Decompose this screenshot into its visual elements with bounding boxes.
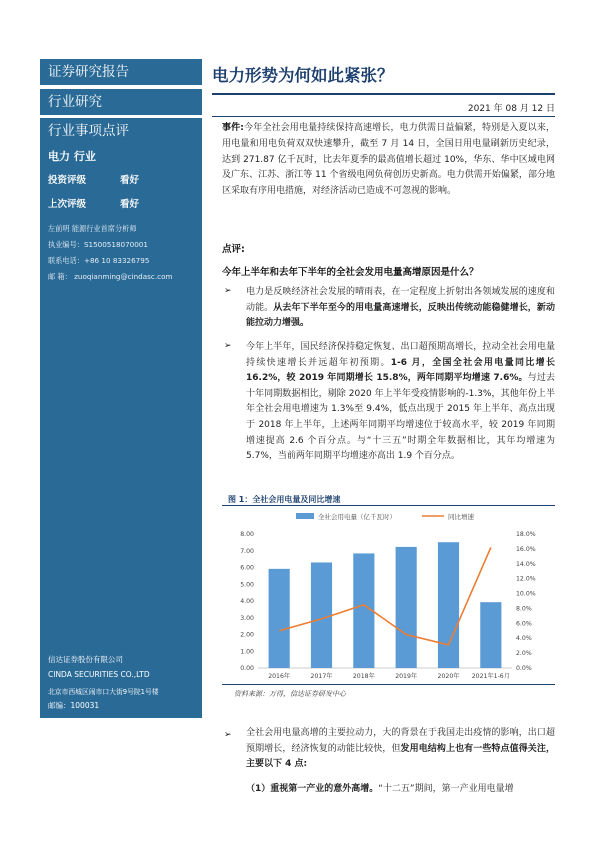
company-name-cn: 信达证券股份有限公司 <box>48 655 123 664</box>
y-left-tick-label: 1.00 <box>240 648 254 656</box>
subcategory-label: 行业事项点评 <box>40 118 202 144</box>
bar <box>311 562 332 668</box>
y-left-tick-label: 7.00 <box>240 547 254 555</box>
y-right-tick-label: 2.0% <box>516 650 532 658</box>
y-right-tick-label: 18.0% <box>516 531 536 538</box>
y-right-tick-label: 8.0% <box>516 605 532 613</box>
x-tick-label: 2017年 <box>310 673 333 680</box>
bullet-paragraph-1 <box>246 285 555 332</box>
analyst-panel <box>40 214 202 718</box>
analyst-phone: 联系电话：+86 10 83326795 <box>48 256 150 265</box>
y-left-tick-label: 6.00 <box>240 564 254 572</box>
bullet-arrow-icon: ➢ <box>224 286 232 296</box>
date-divider <box>212 116 555 117</box>
x-tick-label: 2020年 <box>437 673 460 680</box>
prev-rating-row <box>48 196 140 210</box>
bullet2-text-a: 今年上半年，国民经济保持稳定恢复、出口超预期高增长，拉动全社会用电量持续快速增长并远超年初预期。 <box>246 342 555 368</box>
bar <box>396 547 417 668</box>
company-name-en: CINDA SECURITIES CO.,LTD <box>48 670 150 679</box>
rating-panel <box>40 144 202 214</box>
rating-label: 投资评级 <box>48 175 87 186</box>
prev-rating-value: 看好 <box>120 199 140 210</box>
bullet2-text-c: 与过去十年同期数据相比，剔除 2020 年上半年受疫情影响的-1.3%，其他年份上半年全社会用电增速为 1.3%至 9.4%，低点出现于 2015 年上半年、高点出现于 2018 年上半年，上述两年同期平均增速位于较高水平，较 2019 年同期增速提高 2.6 个百分点。与“十三五”时期全年数据相比，其年均增速为 5.7%，当前两年同期平均增速亦高出 1.9 个百分点。 <box>246 373 555 462</box>
legend-label-line: 同比增速 <box>448 513 474 521</box>
analyst-license: 执业编号：S1500518070001 <box>48 240 148 249</box>
x-tick-label: 2021年1-6月 <box>471 673 510 680</box>
x-tick-label: 2019年 <box>395 673 418 680</box>
bullet1-text: 电力是反映经济社会发展的晴雨表，在一定程度上折射出各领域发展的速度和动能。 <box>246 287 555 313</box>
y-left-tick-label: 0.00 <box>240 665 254 672</box>
bullet-arrow-icon: ➢ <box>224 730 232 740</box>
event-paragraph <box>222 121 555 200</box>
bullet2-bold: 1-6 月，全国全社会用电量同比增长 16.2%，较 2019 年同期增长 15.8%，两年同期平均增速 7.6%。 <box>246 357 555 384</box>
y-right-tick-label: 16.0% <box>516 545 536 553</box>
event-label: 事件: <box>222 123 244 133</box>
electricity-chart <box>222 508 555 683</box>
report-date: 2021 年 08 月 12 日 <box>467 104 555 114</box>
bullet3-bold: 发用电结构上也有一些特点值得关注，主要以下 4 点: <box>246 743 555 770</box>
bar <box>480 602 501 668</box>
y-right-tick-label: 12.0% <box>516 575 536 583</box>
category-label: 行业研究 <box>40 89 202 115</box>
bullet1-bold: 从去年下半年至今的用电量高速增长，反映出传统动能稳健增长，新动能拉动力增强。 <box>246 302 555 329</box>
y-left-tick-label: 8.00 <box>240 531 254 538</box>
comment-label: 点评: <box>222 244 245 255</box>
legend-label-bars: 全社会用电量（亿千瓦时） <box>318 513 396 521</box>
company-postcode: 邮编：100031 <box>48 701 100 710</box>
subhead-paragraph <box>246 782 555 798</box>
analyst-email[interactable]: 邮 箱： zuoqianming@cindasc.com <box>48 272 173 281</box>
figure-title: 图 1：全社会用电量及同比增速 <box>228 495 341 504</box>
industry-label: 电力 行业 <box>48 150 96 163</box>
y-left-tick-label: 4.00 <box>240 598 254 605</box>
x-tick-label: 2018年 <box>352 673 375 680</box>
y-right-tick-label: 10.0% <box>516 590 536 598</box>
subhead-bold: （1）重视第一产业的意外高增。 <box>246 784 379 794</box>
x-tick-label: 2016年 <box>268 673 291 680</box>
bar <box>438 542 459 668</box>
sidebar <box>40 56 202 718</box>
page-title: 电力形势为何如此紧张？ <box>212 66 394 85</box>
figure-bottom-divider <box>222 684 555 685</box>
report-type-label: 证券研究报告 <box>40 59 202 85</box>
title-divider <box>212 93 555 95</box>
rating-value: 看好 <box>120 175 140 186</box>
bullet-arrow-icon: ➢ <box>224 341 232 351</box>
bar <box>269 569 290 668</box>
y-left-tick-label: 5.00 <box>240 581 254 589</box>
section-question: 今年上半年和去年下半年的全社会发用电量高增原因是什么？ <box>222 267 479 278</box>
prev-rating-label: 上次评级 <box>48 199 87 210</box>
company-address: 北京市西城区闹市口大街9号院1号楼 <box>48 688 159 696</box>
subhead-text: “十二五”期间，第一产业用电量增 <box>378 784 514 794</box>
bullet-paragraph-3 <box>246 726 555 773</box>
bullet-paragraph-2 <box>246 340 555 465</box>
bullet3-text: 全社会用电量高增的主要拉动力，大的背景在于我国走出疫情的影响，出口超预期增长，经济恢复的动能比较快，但 <box>246 728 555 754</box>
y-right-tick-label: 4.0% <box>516 635 532 643</box>
rating-row <box>48 172 140 186</box>
event-text: 今年全社会用电量持续保持高速增长，电力供需日益偏紧，特别是入夏以来，用电量和用电负荷双双快速攀升，截至 7 月 14 日，全国日用电量刷新历史纪录，达到 271.87 亿千瓦时，比去年夏季的最高值增长超过 10%，华东、华中区域电网及广东、江苏、浙江等 11 个省级电网负荷创历史新高。电力供需开始偏紧，部分地区采取有序用电措施，对经济活动已造成不可忽视的影响。 <box>222 123 555 197</box>
figure-divider <box>222 505 555 506</box>
analyst-name: 左前明 能源行业首席分析师 <box>48 224 137 233</box>
legend-swatch-bars <box>296 513 314 519</box>
figure-source: 资料来源：万得，信达证券研发中心 <box>234 690 346 698</box>
y-right-tick-label: 0.0% <box>516 665 532 672</box>
y-right-tick-label: 14.0% <box>516 560 536 568</box>
y-left-tick-label: 2.00 <box>240 631 254 639</box>
y-left-tick-label: 3.00 <box>240 614 254 622</box>
y-right-tick-label: 6.0% <box>516 620 532 628</box>
